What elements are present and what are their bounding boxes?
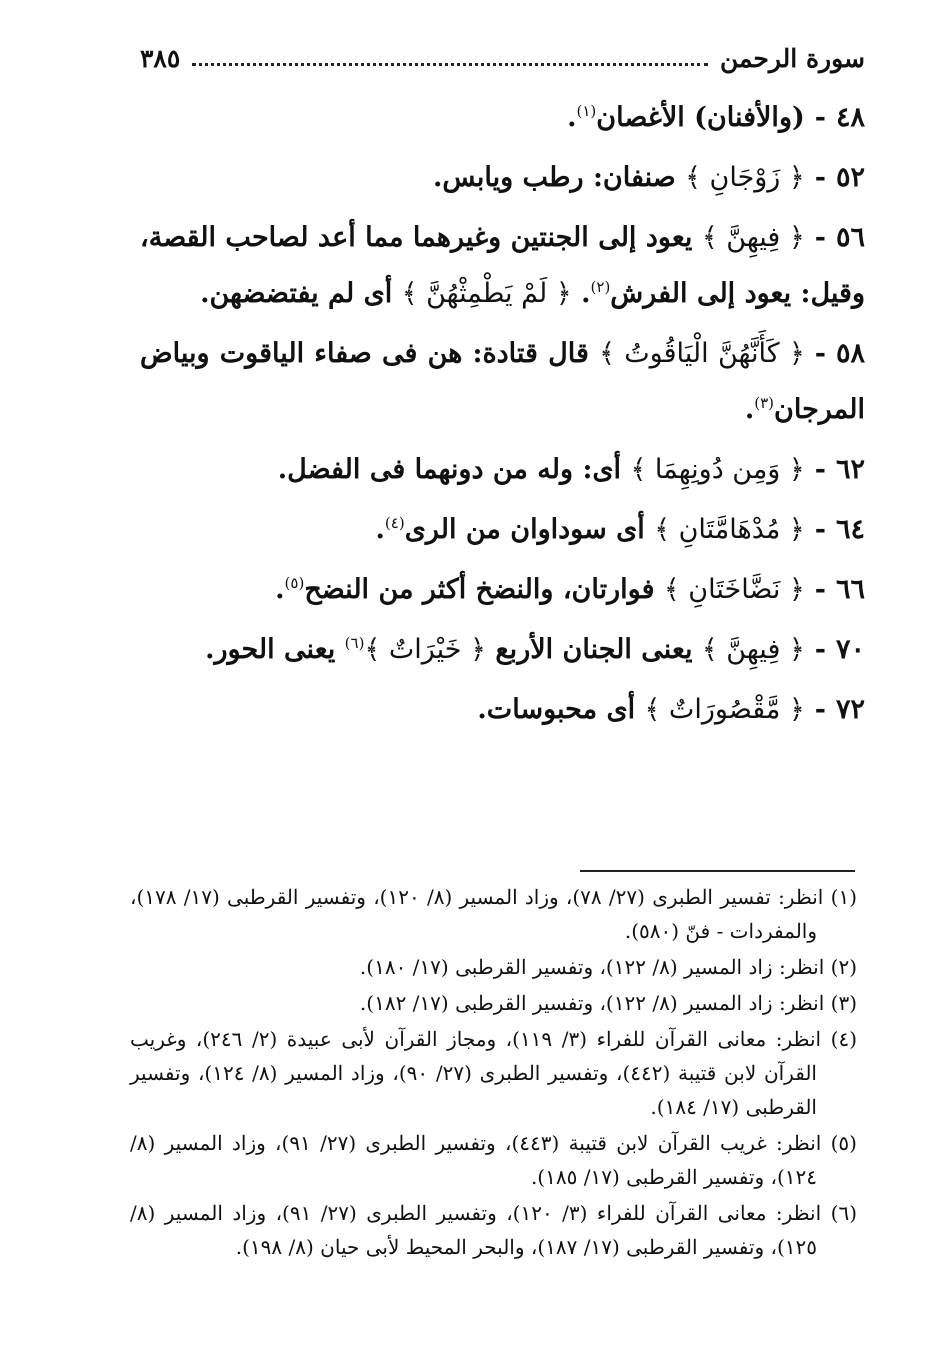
footnote-4: [130, 1022, 857, 1124]
gloss-entry-70: [140, 622, 865, 678]
gloss-entry-66: [140, 562, 865, 618]
footnote-6: [130, 1196, 857, 1264]
surah-title: سورة الرحمن: [719, 43, 865, 73]
verse-number: ٦٦: [835, 574, 865, 605]
footnote-mark: (٣): [830, 991, 857, 1015]
gloss-text-2: يعنى الحور.: [205, 634, 336, 665]
gloss-text: أى: وله من دونهما فى الفضل.: [277, 454, 622, 485]
gloss-text-2: أى لم يفتضضهن.: [200, 278, 393, 309]
verse-number: ٥٦: [835, 222, 865, 253]
separator: -: [814, 222, 826, 253]
quran-quote: ﴿ نَضَّاخَتَانِ ﴾: [663, 574, 805, 605]
footnote-ref: (٣): [754, 394, 775, 412]
footnote-ref: (١): [576, 102, 597, 120]
footnote-text: انظر: تفسير الطبرى (٢٧/ ٧٨)، وزاد المسير (٨/ ١٢٠)، وتفسير القرطبى (١٧/ ١٧٨)، والمفردات - فنّ (٥٨٠).: [130, 885, 824, 943]
gloss-text: قال قتادة: هن فى صفاء الياقوت وبياض المرجان: [140, 338, 865, 425]
footnote-ref: (٢): [590, 278, 611, 296]
quran-quote: ﴿ فِيهِنَّ ﴾: [701, 222, 805, 253]
footnote-3: [130, 986, 857, 1020]
quran-quote: ﴿ فِيهِنَّ ﴾: [701, 634, 805, 665]
separator: -: [814, 454, 826, 485]
gloss-end: .: [567, 102, 577, 133]
quran-quote-2: ﴿ خَيْرَاتٌ ﴾: [364, 634, 486, 665]
quran-quote: ﴿ كَأَنَّهُنَّ الْيَاقُوتُ ﴾: [599, 338, 805, 369]
quran-quote: ﴿ زَوْجَانِ ﴾: [685, 162, 805, 193]
footnote-ref: (٥): [284, 574, 305, 592]
verse-number: ٥٢: [835, 162, 865, 193]
gloss-end: .: [275, 574, 285, 605]
gloss-end: .: [375, 514, 385, 545]
separator: -: [814, 162, 826, 193]
footnote-ref: (٦): [344, 634, 365, 652]
footnote-mark: (٢): [830, 955, 857, 979]
footnote-text: انظر: زاد المسير (٨/ ١٢٢)، وتفسير القرطبى (١٧/ ١٨٢).: [359, 991, 825, 1015]
gloss-text: يعنى الجنان الأربع: [495, 634, 693, 665]
separator: -: [814, 634, 826, 665]
footnote-text: انظر: غريب القرآن لابن قتيبة (٤٤٣)، وتفسير الطبرى (٢٧/ ٩١)، وزاد المسير (٨/ ١٢٤)، وتفسير القرطبى (١٧/ ١٨٥).: [130, 1131, 822, 1189]
separator: -: [814, 338, 826, 369]
page-header: [140, 38, 865, 78]
verse-number: ٤٨: [835, 102, 865, 133]
quran-quote: ﴿ وَمِن دُونِهِمَا ﴾: [630, 454, 805, 485]
page-number: ٣٨٥: [140, 43, 181, 73]
gloss-end: .: [744, 394, 755, 425]
footnote-2: [130, 950, 857, 984]
gloss-entry-56: ٥٦-﴿ فِيهِنَّ ﴾ يعود إلى الجنتين وغيرهما مما أعد لصاحب القصة، وقيل: يعود إلى الفرش$^{(٢)}$. ﴿ لَمْ يَطْمِثْهُنَّ ﴾ أى لم يفتضضهن.: [140, 222, 865, 309]
footnote-ref: (٤): [384, 514, 405, 532]
gloss-entry-62: [140, 442, 865, 498]
gloss-text: أى محبوسات.: [477, 694, 636, 725]
verse-number: ٦٤: [835, 514, 865, 545]
footnote-text: انظر: معانى القرآن للفراء (٣/ ١١٩)، ومجاز القرآن لأبى عبيدة (٢/ ٢٤٦)، وغريب القرآن لابن قتيبة (٤٤٢)، وتفسير الطبرى (٢٧/ ٩٠)، وزاد المسير (٨/ ١٢٤)، وتفسير القرطبى (١٧/ ١٨٤).: [130, 1027, 822, 1119]
quran-quote: ﴿ مَّقْصُورَاتٌ ﴾: [644, 694, 805, 725]
gloss-entry-48: [140, 90, 865, 146]
gloss-text: أى سوداوان من الرى: [404, 514, 645, 545]
gloss-text: صنفان: رطب ويابس.: [433, 162, 676, 193]
footnote-mark: (٦): [830, 1201, 858, 1225]
gloss-text: فوارتان، والنضخ أكثر من النضح: [304, 574, 655, 605]
footnote-mark: (١): [830, 885, 857, 909]
verse-glosses: [140, 90, 865, 742]
leader-dots: [192, 63, 708, 66]
quran-quote: ﴿ مُدْهَامَّتَانِ ﴾: [654, 514, 805, 545]
gloss-text: (والأفنان) الأغصان: [596, 102, 805, 133]
footnotes: [130, 880, 857, 1266]
verse-number: ٦٢: [835, 454, 865, 485]
footnote-text: انظر: معانى القرآن للفراء (٣/ ١٢٠)، وتفسير الطبرى (٢٧/ ٩١)، وزاد المسير (٨/ ١٢٥)، وتفسير القرطبى (١٧/ ١٨٧)، والبحر المحيط لأبى حيان (٨/ ١٩٨).: [130, 1201, 822, 1259]
footnote-mark: (٥): [830, 1131, 857, 1155]
verse-number: ٥٨: [835, 338, 865, 369]
verse-number: ٧٠: [835, 634, 865, 665]
gloss-entry-58: [140, 326, 865, 438]
footnote-text: انظر: زاد المسير (٨/ ١٢٢)، وتفسير القرطبى (١٧/ ١٨٠).: [359, 955, 825, 979]
footnote-divider: [580, 870, 855, 872]
gloss-text: يعود إلى الجنتين وغيرهما مما أعد لصاحب القصة، وقيل: يعود إلى الفرش: [140, 222, 865, 309]
gloss-entry-72: [140, 682, 865, 738]
footnote-1: [130, 880, 857, 948]
gloss-entry-64: [140, 502, 865, 558]
separator: -: [814, 102, 826, 133]
separator: -: [814, 514, 826, 545]
footnote-5: [130, 1126, 857, 1194]
quran-quote-2: ﴿ لَمْ يَطْمِثْهُنَّ ﴾: [401, 278, 572, 309]
separator: -: [814, 694, 826, 725]
footnote-mark: (٤): [830, 1027, 857, 1051]
gloss-entry-52: [140, 150, 865, 206]
verse-number: ٧٢: [835, 694, 865, 725]
separator: -: [814, 574, 826, 605]
